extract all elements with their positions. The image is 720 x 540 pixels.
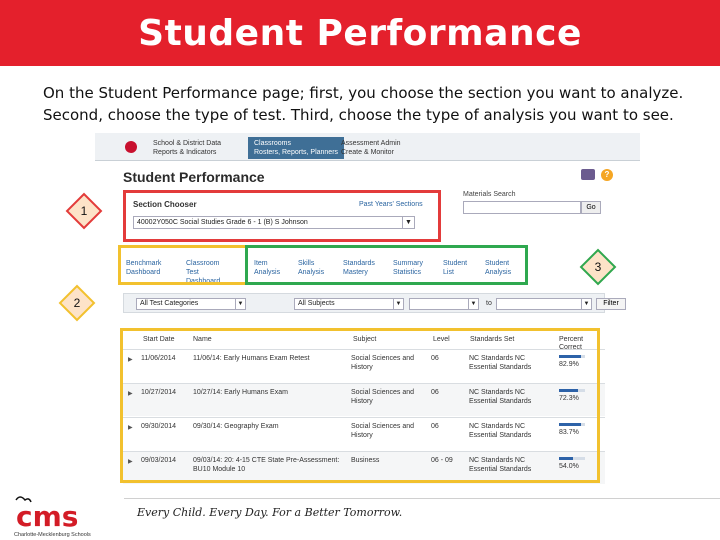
cell-name[interactable]: 09/03/14: 20: 4-15 CTE State Pre-Assessment: BU10 Module 10 [193,457,340,473]
tab-line2: Mastery [343,269,368,276]
date-from-select[interactable] [409,298,479,310]
tab-line2: Analysis [254,269,281,276]
header-subject[interactable]: Subject [353,336,377,343]
header-name[interactable]: Name [193,336,212,343]
cell-name[interactable]: 10/27/14: Early Humans Exam [193,389,288,396]
print-icon[interactable] [581,169,595,180]
top-icons [581,169,613,181]
logo-subtext: Charlotte-Mecklenburg Schools [14,532,91,538]
tab-line2: Analysis [298,269,325,276]
cell-date: 11/06/2014 [141,355,176,362]
cell-name[interactable]: 11/06/14: Early Humans Exam Retest [193,355,310,362]
nav-tab-line1: School & District Data [153,140,222,147]
slide-title: Student Performance [138,12,582,54]
expand-icon[interactable]: ▶ [128,357,133,363]
logo-text: cms [16,500,79,533]
cell-standards: NC Standards NC Essential Standards [469,423,532,439]
tab-line1: Standards [343,260,375,267]
tab-line1: Skills [298,260,315,267]
go-button[interactable]: Go [581,201,601,214]
nav-tab-school-district[interactable] [147,137,227,159]
callout-badge-2 [59,285,96,322]
section-select-value: 40002Y050C Social Studies Grade 6 - 1 (B) S Johnson [137,219,308,226]
nav-tab-line2: Create & Monitor [341,149,394,156]
expand-icon[interactable]: ▶ [128,425,133,431]
chevron-down-icon: ▼ [468,299,478,309]
chevron-down-icon: ▼ [402,217,414,228]
footer-divider [124,498,720,499]
cell-name[interactable]: 09/30/14: Geography Exam [193,423,279,430]
nav-tab-line2: Reports & Indicators [153,149,217,156]
subject-value: All Subjects [298,300,335,307]
nav-tab-line1: Assessment Admin [341,140,401,147]
cell-percent: 83.7% [559,429,579,436]
cell-subject: Social Sciences and History [351,355,415,371]
cms-logo [12,494,122,538]
nav-tab-line1: Classrooms [254,140,291,147]
expand-icon[interactable]: ▶ [128,391,133,397]
tab-line1: Item [254,260,268,267]
nav-tab-line2: Rosters, Reports, Planners [254,149,339,156]
cell-percent: 54.0% [559,463,579,470]
tab-line1: Student [443,260,468,267]
tab-line2: Analysis [485,269,512,276]
cell-standards: NC Standards NC Essential Standards [469,457,532,473]
callout-box-test-list [120,328,600,483]
cell-standards: NC Standards NC Essential Standards [469,355,532,371]
page-title: Student Performance [123,169,265,185]
cell-percent: 72.3% [559,395,579,402]
title-banner [0,0,720,66]
tab-line1: Classroom Test [186,260,220,276]
top-navigation [95,133,640,161]
tab-line2: Statistics [393,269,422,276]
cell-standards: NC Standards NC Essential Standards [469,389,532,405]
header-standards-set[interactable]: Standards Set [470,336,515,343]
intro-text: On the Student Performance page; first, you choose the section you want to analyze. Second, choose the type of test. Third, choose the type of analysis you want to see. [43,84,684,124]
callout-number: 1 [80,204,88,218]
section-chooser-label: Section Chooser [133,200,197,209]
cell-level: 06 - 09 [431,457,453,464]
footer-tagline: Every Child. Every Day. For a Better Tomorrow. [137,506,403,519]
callout-number: 3 [594,260,602,274]
tab-line1: Student [485,260,510,267]
filter-button[interactable]: Filter [596,298,626,310]
cell-date: 09/03/2014 [141,457,177,464]
cell-percent: 82.9% [559,361,579,368]
cell-level: 06 [431,389,439,396]
header-start-date[interactable]: Start Date [143,336,175,343]
cell-subject: Social Sciences and History [351,389,415,405]
to-label: to [486,300,492,307]
callout-box-section [123,190,441,242]
chevron-down-icon: ▼ [581,299,591,309]
materials-search-label: Materials Search [463,191,516,198]
chevron-down-icon: ▼ [393,299,403,309]
filter-bar [123,293,619,313]
callout-number: 2 [73,296,81,310]
header-level[interactable]: Level [433,336,450,343]
help-icon[interactable]: ? [601,169,613,181]
test-category-value: All Test Categories [140,300,199,307]
tab-line2: Dashboard [126,269,161,276]
subject-select[interactable] [294,298,404,310]
callout-box-analysis [245,245,528,285]
cell-date: 10/27/2014 [141,389,177,396]
callout-box-test-type [118,245,248,285]
tab-line2: List [443,269,454,276]
tab-line2: Dashboard [186,278,221,285]
nav-tab-classrooms[interactable] [248,137,344,159]
header-percent-correct[interactable]: Percent Correct [559,336,584,351]
nav-tab-assessment-admin[interactable] [335,137,407,159]
tab-line1: Benchmark [126,260,162,267]
cell-subject: Business [351,457,380,464]
past-years-sections-link[interactable]: Past Years' Sections [359,201,423,208]
date-to-select[interactable] [496,298,592,310]
cell-level: 06 [431,423,439,430]
app-logo-icon [125,141,137,153]
chevron-down-icon: ▼ [235,299,245,309]
expand-icon[interactable]: ▶ [128,459,133,465]
materials-search-input[interactable] [463,201,581,214]
cell-subject: Social Sciences and History [351,423,415,439]
cell-date: 09/30/2014 [141,423,177,430]
test-category-select[interactable] [136,298,246,310]
cell-level: 06 [431,355,439,362]
tab-line1: Summary [393,260,423,267]
